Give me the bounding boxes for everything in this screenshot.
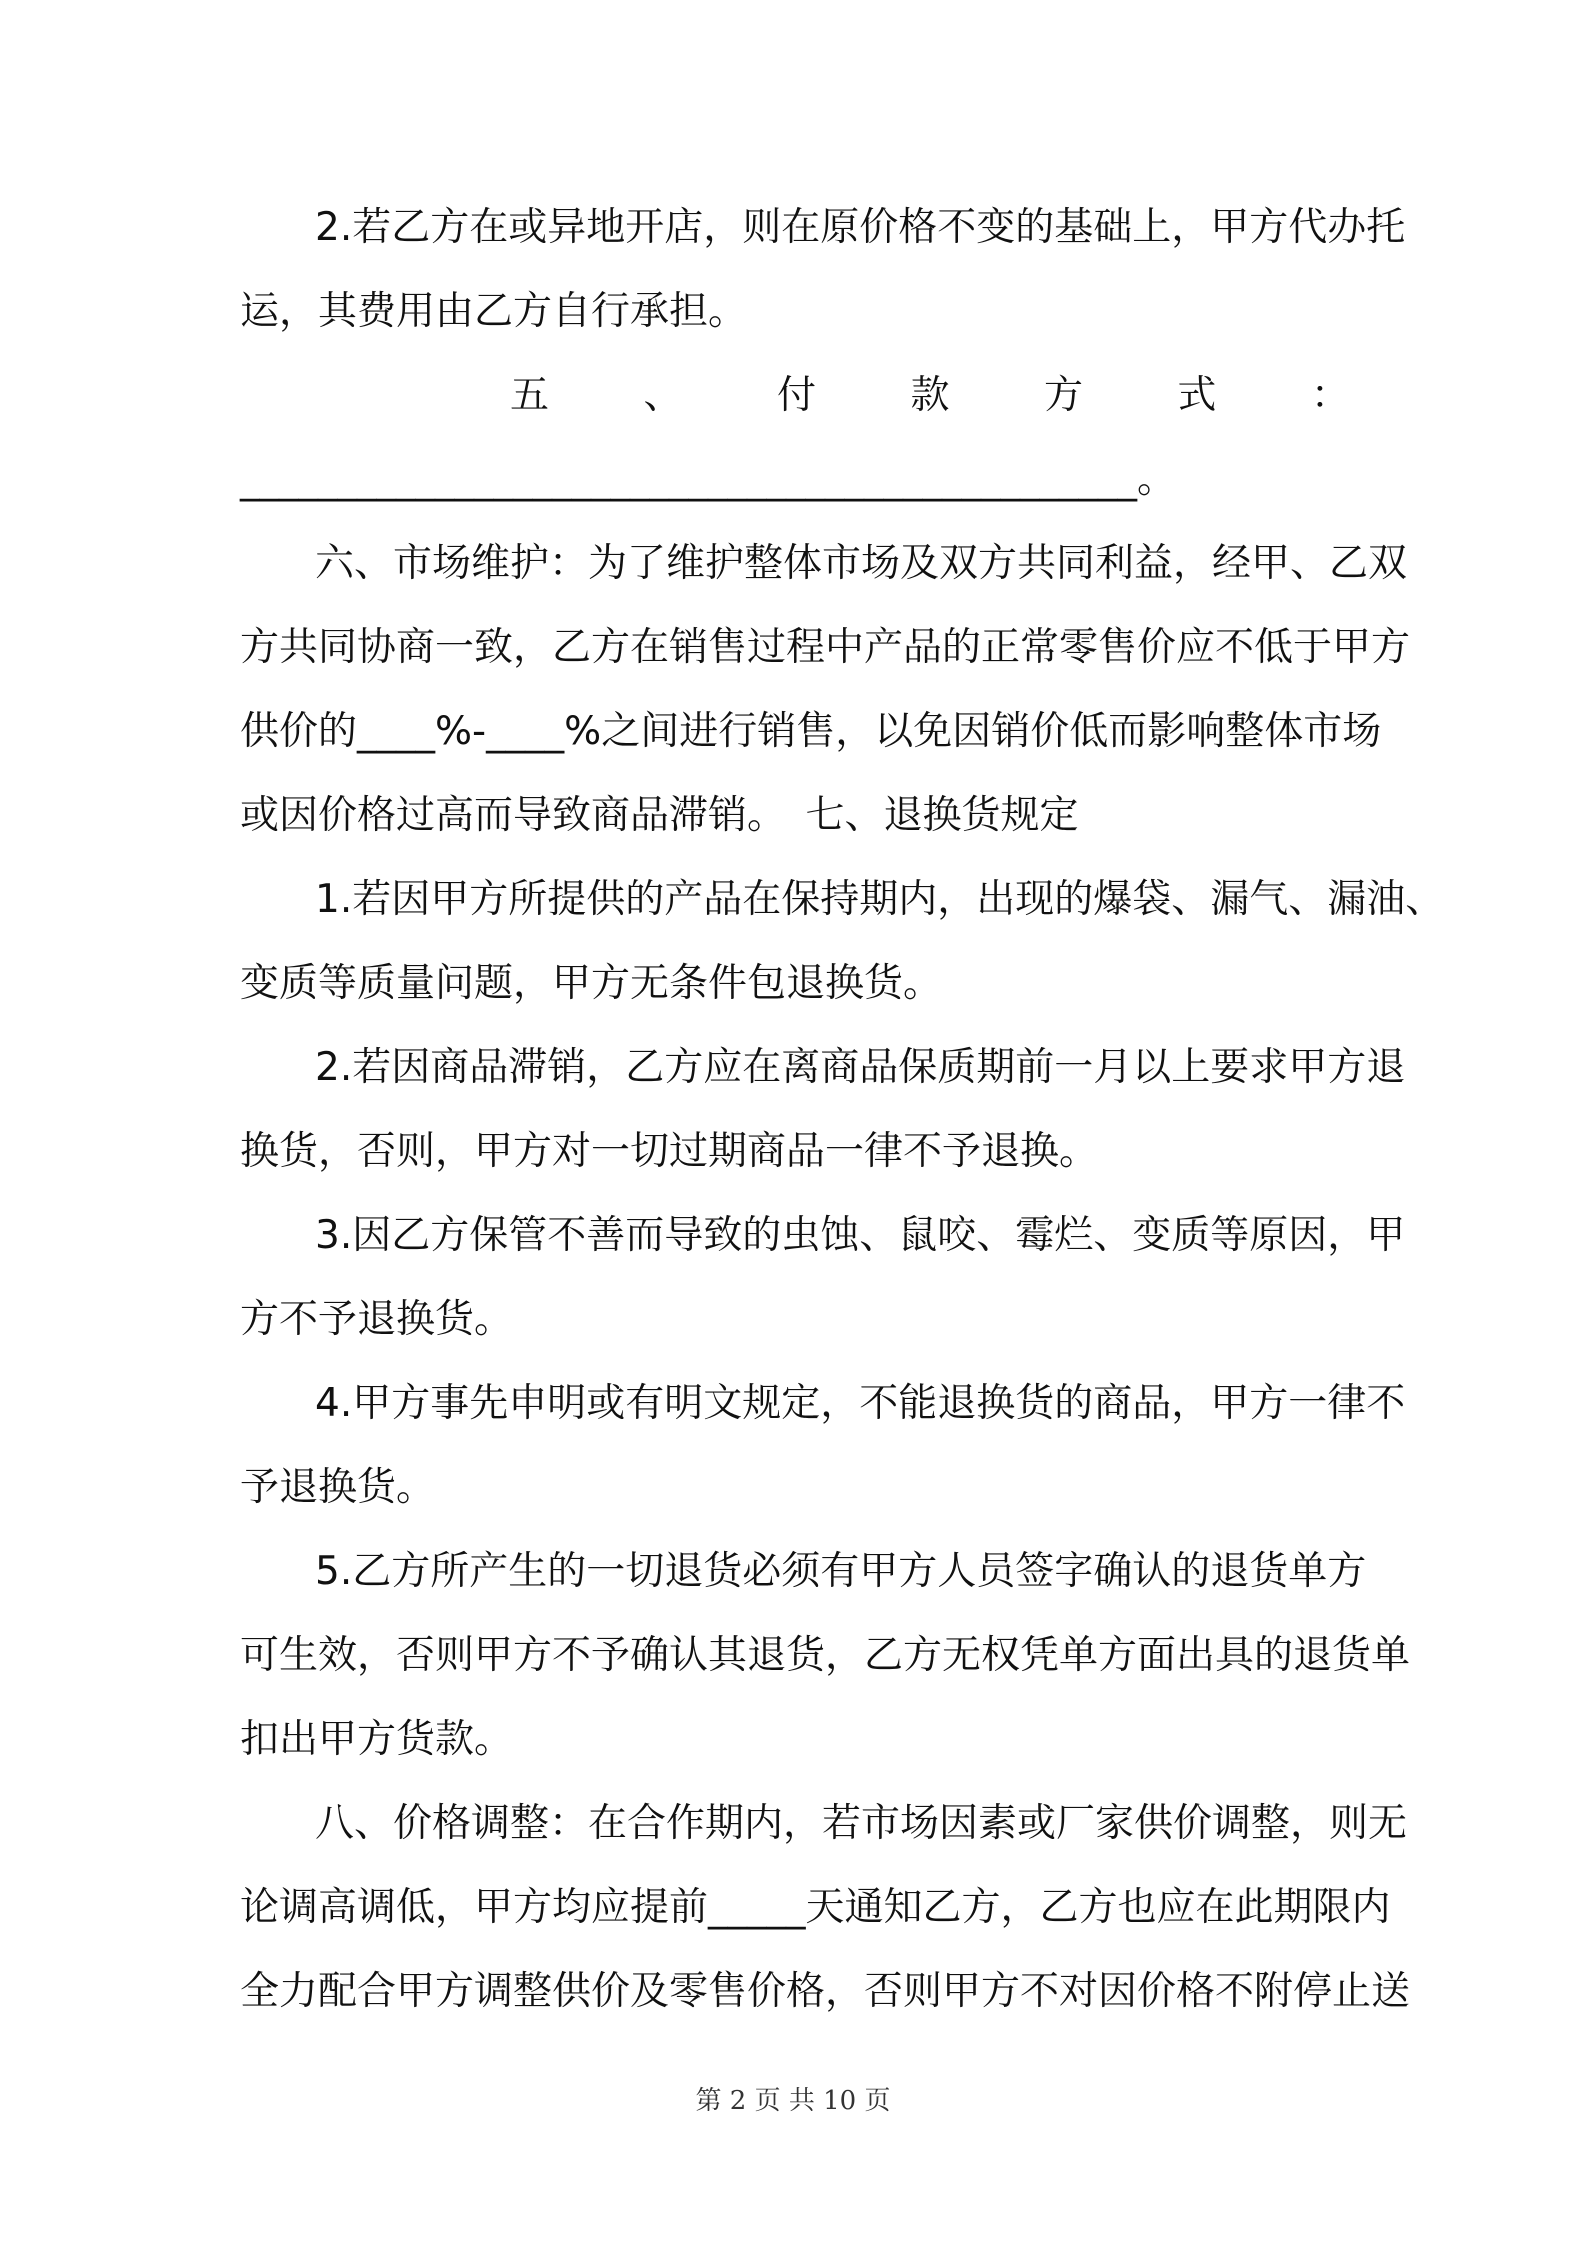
paragraph-line: 变质等质量问题，甲方无条件包退换货。 bbox=[240, 961, 943, 1006]
paragraph-line: 方共同协商一致，乙方在销售过程中产品的正常零售价应不低于甲方 bbox=[240, 625, 1411, 670]
paragraph-line: 5.乙方所产生的一切退货必须有甲方人员签字确认的退货单方 bbox=[315, 1549, 1367, 1594]
page-number-footer: 第 2 页 共 10 页 bbox=[695, 2086, 891, 2116]
paragraph-line: 3.因乙方保管不善而导致的虫蚀、鼠咬、霉烂、变质等原因，甲 bbox=[315, 1213, 1406, 1258]
heading-char: 付 bbox=[776, 373, 816, 418]
heading-char: 方 bbox=[1043, 373, 1083, 418]
heading-char: 五 bbox=[510, 373, 550, 418]
paragraph-line: 六、市场维护：为了维护整体市场及双方共同利益，经甲、乙双 bbox=[315, 541, 1408, 586]
paragraph-line: 供价的____%-____%之间进行销售，以免因销价低而影响整体市场 bbox=[240, 709, 1382, 754]
section-heading-payment bbox=[240, 368, 1350, 424]
paragraph-line: 或因价格过高而导致商品滞销。 七、退换货规定 bbox=[240, 793, 1079, 838]
paragraph-line: 方不予退换货。 bbox=[240, 1297, 514, 1342]
paragraph-line: 可生效，否则甲方不予确认其退货，乙方无权凭单方面出具的退货单 bbox=[240, 1633, 1411, 1678]
paragraph-line: 运，其费用由乙方自行承担。 bbox=[240, 289, 748, 334]
paragraph-line: 1.若因甲方所提供的产品在保持期内，出现的爆袋、漏气、漏油、 bbox=[315, 877, 1445, 922]
heading-char: 式 bbox=[1177, 373, 1217, 418]
blank-fill-line: ______________________________________________。 bbox=[240, 457, 1176, 502]
heading-char: ： bbox=[1310, 373, 1350, 418]
heading-char: 款 bbox=[910, 373, 950, 418]
paragraph-line: 2.若乙方在或异地开店，则在原价格不变的基础上，甲方代办托 bbox=[315, 205, 1406, 250]
paragraph-line: 论调高调低，甲方均应提前_____天通知乙方，乙方也应在此期限内 bbox=[240, 1885, 1391, 1930]
paragraph-line: 4.甲方事先申明或有明文规定，不能退换货的商品，甲方一律不 bbox=[315, 1381, 1406, 1426]
paragraph-line: 全力配合甲方调整供价及零售价格，否则甲方不对因价格不附停止送 bbox=[240, 1969, 1411, 2014]
paragraph-line: 扣出甲方货款。 bbox=[240, 1717, 514, 1762]
paragraph-line: 予退换货。 bbox=[240, 1465, 436, 1510]
paragraph-line: 换货，否则，甲方对一切过期商品一律不予退换。 bbox=[240, 1129, 1099, 1174]
heading-char: 、 bbox=[643, 373, 683, 418]
paragraph-line: 2.若因商品滞销，乙方应在离商品保质期前一月以上要求甲方退 bbox=[315, 1045, 1406, 1090]
paragraph-line: 八、价格调整：在合作期内，若市场因素或厂家供价调整，则无 bbox=[315, 1801, 1408, 1846]
